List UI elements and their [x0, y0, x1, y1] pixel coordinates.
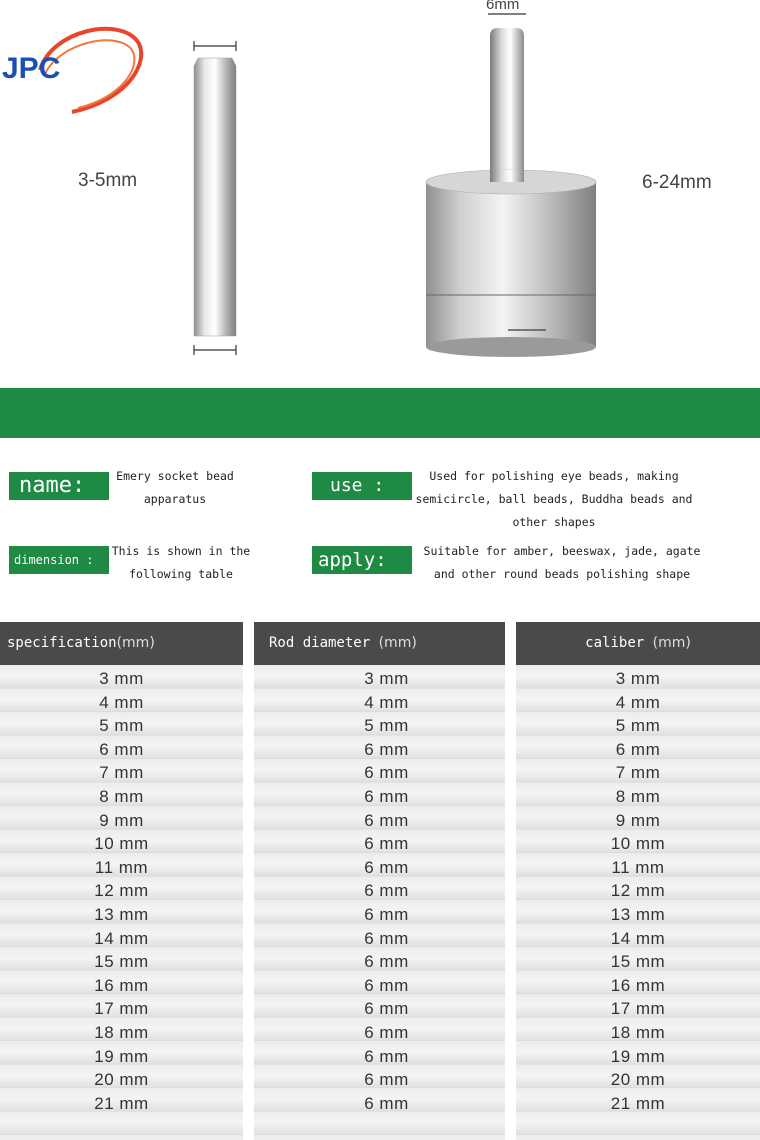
table-cell: 6 mm — [364, 1070, 409, 1090]
table-cell: 6 mm — [615, 739, 661, 759]
table-cell: 12 mm — [610, 881, 666, 901]
jpc-logo — [0, 22, 150, 118]
table-cell: 4 mm — [364, 692, 409, 712]
table-cell: 6 mm — [364, 857, 409, 877]
table-cell: 15 mm — [610, 952, 666, 972]
use-tag: use : — [312, 472, 412, 500]
table-cell: 13 mm — [94, 904, 149, 924]
header-label: specification — [7, 635, 117, 651]
apply-value: Suitable for amber, beeswax, jade, agate and other round beads polishing shape — [423, 544, 701, 581]
table-cell: 14 mm — [94, 928, 149, 948]
table-cell: 10 mm — [610, 834, 666, 854]
table-cell: 18 mm — [94, 1022, 149, 1042]
socket-tool-illustration — [418, 10, 604, 360]
table-cell: 16 mm — [610, 975, 666, 995]
table-cell: 7 mm — [99, 763, 144, 783]
table-cell: 6 mm — [364, 904, 409, 924]
table-cell: 9 mm — [615, 810, 661, 830]
table-cell: 6 mm — [364, 810, 409, 830]
table-cell: 16 mm — [94, 975, 149, 995]
pin-dimension-label: 3-5mm — [78, 170, 138, 191]
rod-diameter-cells — [254, 665, 505, 1140]
table-cell: 11 mm — [611, 857, 665, 877]
table-cell: 7 mm — [615, 763, 661, 783]
table-cell: 6 mm — [364, 1046, 409, 1066]
logo-text: JPC — [2, 52, 61, 85]
table-cell: 8 mm — [615, 786, 661, 806]
section-divider-band — [0, 388, 760, 438]
table-cell: 21 mm — [610, 1093, 666, 1113]
table-cell: 20 mm — [610, 1070, 666, 1090]
table-cell: 6 mm — [364, 1093, 409, 1113]
table-cell: 6 mm — [364, 952, 409, 972]
table-cell: 13 mm — [610, 904, 666, 924]
dimension-tag: dimension : — [9, 546, 109, 574]
table-cell: 4 mm — [615, 692, 661, 712]
table-cell: 17 mm — [610, 999, 666, 1019]
table-cell: 6 mm — [364, 834, 409, 854]
table-cell: 6 mm — [364, 881, 409, 901]
specification-cells — [0, 665, 243, 1140]
rod-diameter-column — [254, 622, 505, 1140]
table-cell: 6 mm — [364, 739, 409, 759]
header-unit: (mm) — [116, 635, 155, 651]
table-cell: 5 mm — [615, 716, 661, 736]
table-cell: 17 mm — [94, 999, 149, 1019]
name-value: Emery socket bead apparatus — [116, 469, 234, 506]
table-cell: 14 mm — [610, 928, 666, 948]
header-label: Rod diameter — [269, 635, 371, 651]
table-cell: 8 mm — [99, 786, 144, 806]
table-cell: 19 mm — [610, 1046, 666, 1066]
specification-column — [0, 622, 243, 1140]
rod-diameter-header — [254, 622, 505, 665]
table-cell: 6 mm — [364, 999, 409, 1019]
table-cell: 3 mm — [99, 669, 144, 688]
table-cell: 6 mm — [364, 763, 409, 783]
table-cell: 6 mm — [364, 1022, 409, 1042]
table-cell: 5 mm — [364, 716, 409, 736]
table-cell: 5 mm — [99, 716, 144, 736]
specification-header — [0, 622, 243, 665]
table-cell: 3 mm — [615, 669, 661, 688]
table-cell: 6 mm — [364, 786, 409, 806]
table-cell: 12 mm — [94, 881, 149, 901]
use-value: Used for polishing eye beads, making semicircle, ball beads, Buddha beads and other shapes — [415, 469, 693, 529]
table-cell: 9 mm — [99, 810, 144, 830]
table-cell: 6 mm — [364, 928, 409, 948]
rod-dimension-label: 6mm — [486, 0, 520, 13]
header-unit: (mm) — [652, 635, 691, 651]
pin-illustration — [186, 38, 242, 358]
name-tag: name: — [9, 472, 109, 500]
dimension-value: This is shown in the following table — [111, 544, 251, 581]
table-cell: 19 mm — [94, 1046, 149, 1066]
header-unit: (mm) — [378, 635, 417, 651]
table-cell: 20 mm — [94, 1070, 149, 1090]
socket-dimension-label: 6-24mm — [642, 172, 712, 193]
table-cell: 6 mm — [99, 739, 144, 759]
caliber-column — [516, 622, 760, 1140]
table-cell: 18 mm — [610, 1022, 666, 1042]
table-cell: 11 mm — [94, 857, 149, 877]
apply-tag: apply: — [312, 546, 412, 574]
caliber-cells — [516, 665, 760, 1140]
table-cell: 6 mm — [364, 975, 409, 995]
header-label: caliber — [585, 635, 645, 651]
product-image-area — [0, 0, 760, 388]
table-cell: 15 mm — [94, 952, 149, 972]
table-cell: 10 mm — [94, 834, 149, 854]
table-cell: 21 mm — [94, 1093, 149, 1113]
table-cell: 3 mm — [364, 669, 409, 688]
caliber-header — [516, 622, 760, 665]
table-cell: 4 mm — [99, 692, 144, 712]
